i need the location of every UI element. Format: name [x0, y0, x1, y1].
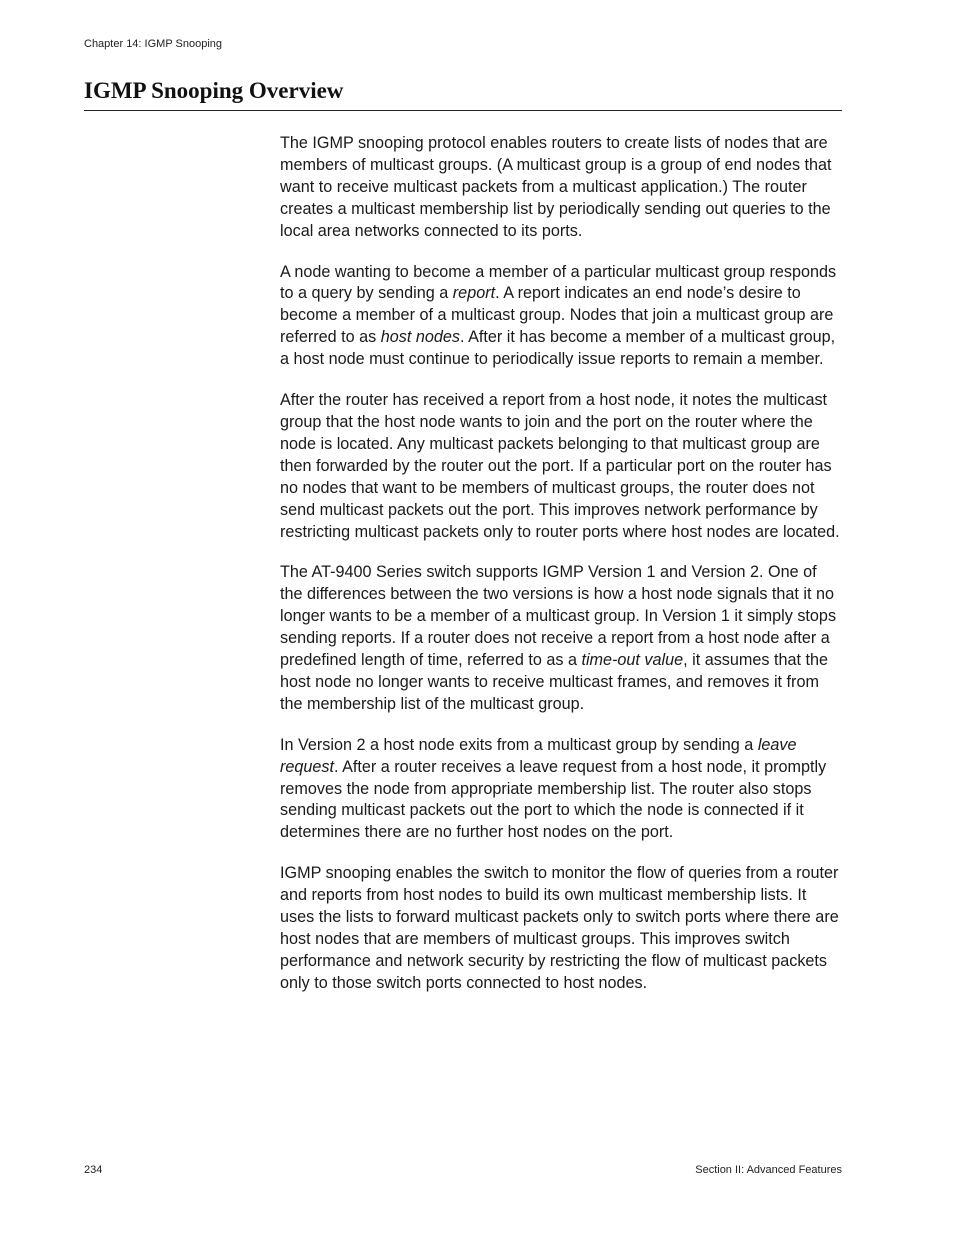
paragraph-4: The AT-9400 Series switch supports IGMP Version 1 and Version 2. One of the differences between the two versions is how a host node signals that it no longer wants to be a member of a multicast group. In Version 1 it simply stops sending reports. If a router does not receive a report from a host node after a predefined length of time, referred to as a time-out value, it assumes that the host node no longer wants to receive multicast frames, and removes it from the membership list of the multicast group. [280, 563, 837, 713]
running-header: Chapter 14: IGMP Snooping [84, 38, 222, 50]
paragraph-3: After the router has received a report from a host node, it notes the multicast group that the host node wants to join and the port on the router where the node is located. Any multicast packets belonging to that multicast group are then forwarded by the router out the port. If a particular port on the router has no nodes that want to be members of multicast groups, the router does not send multicast packets out the port. This improves network performance by restricting multicast packets only to router ports where host nodes are located. [280, 391, 840, 541]
page-number: 234 [84, 1164, 103, 1176]
term-report: report [452, 284, 496, 303]
page-title: IGMP Snooping Overview [84, 78, 344, 103]
body-text [280, 133, 842, 1014]
running-footer: Section II: Advanced Features [695, 1164, 842, 1176]
term-time-out-value: time-out value [581, 651, 684, 670]
paragraph-1: The IGMP snooping protocol enables routers to create lists of nodes that are members of multicast groups. (A multicast group is a group of end nodes that want to receive multicast packets from a multicast application.) The router creates a multicast membership list by periodically sending out queries to the local area networks connected to its ports. [280, 134, 832, 240]
paragraph-5: In Version 2 a host node exits from a multicast group by sending a leave request. After a router receives a leave request from a host node, it promptly removes the node from appropriate membership list. The router also stops sending multicast packets out the port to which the node is connected if it determines there are no further host nodes on the port. [280, 735, 827, 842]
paragraph-2: A node wanting to become a member of a particular multicast group responds to a query by sending a report. A report indicates an end node’s desire to become a member of a multicast group. Nodes that join a multicast group are referred to as host nodes. After it has become a member of a multicast group, a host node must continue to periodically issue reports to remain a member. [280, 262, 837, 369]
title-rule [84, 110, 842, 111]
term-leave-request: leave request [280, 735, 797, 776]
term-host-nodes: host nodes [380, 328, 460, 347]
paragraph-6: IGMP snooping enables the switch to monitor the flow of queries from a router and reports from host nodes to build its own multicast membership lists. It uses the lists to forward multicast packets only to switch ports where there are host nodes that are members of multicast groups. This improves switch performance and network security by restricting the flow of multicast packets only to those switch ports connected to host nodes. [280, 864, 839, 992]
